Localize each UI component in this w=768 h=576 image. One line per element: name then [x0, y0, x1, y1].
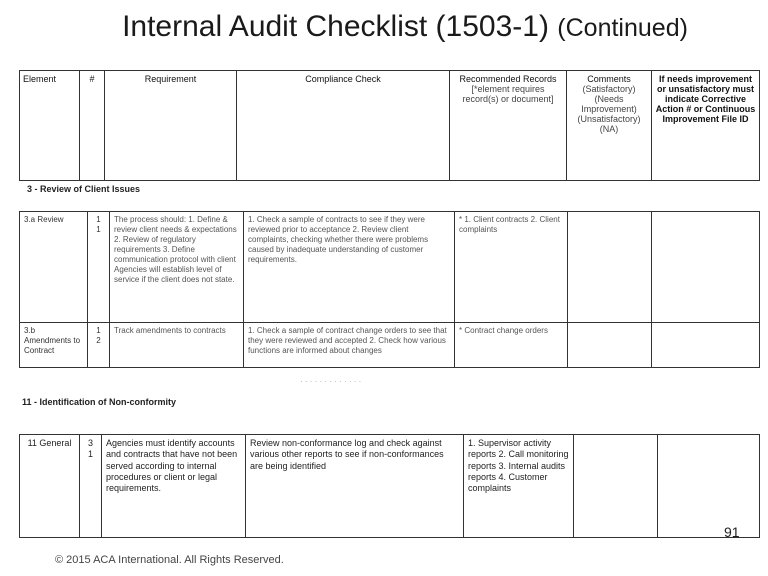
row-element: 11 General	[20, 435, 80, 538]
row-records: * 1. Client contracts 2. Client complaints	[455, 212, 568, 323]
row-compliance: 1. Check a sample of contract change orders to see that they were reviewed and accepted 2. Check how various functions are informed about changes	[244, 323, 455, 368]
row-records: * Contract change orders	[455, 323, 568, 368]
section-11-table	[19, 434, 760, 538]
row-compliance: 1. Check a sample of contracts to see if they were reviewed prior to acceptance 2. Review client complaints, checking whether there were problems caused by inadequate understanding of customer requirements.	[244, 212, 455, 323]
header-table	[19, 70, 760, 181]
row-comments	[568, 212, 652, 323]
row-requirement: The process should: 1. Define & review client needs & expectations 2. Review of regulatory requirements 3. Define communication protocol with client Agencies will establish level of service if the client does not state.	[110, 212, 244, 323]
header-element: Element	[20, 71, 80, 181]
header-comments	[567, 71, 652, 181]
row-if-needs	[652, 323, 760, 368]
row-number	[88, 323, 110, 368]
row-compliance: Review non-conformance log and check against various other reports to see if non-conformances are being identified	[246, 435, 464, 538]
header-records-title: Recommended Records	[459, 74, 557, 84]
table-row	[20, 212, 760, 323]
row-number	[88, 212, 110, 323]
row-if-needs	[658, 435, 760, 538]
table-row	[20, 323, 760, 368]
decorative-dots: · · · · · · · · · · · · ·	[300, 377, 362, 386]
row-requirement: Track amendments to contracts	[110, 323, 244, 368]
header-number: #	[80, 71, 105, 181]
row-element: 3.b Amendments to Contract	[20, 323, 88, 368]
header-compliance-check: Compliance Check	[237, 71, 450, 181]
row-number-b: 1	[87, 449, 93, 460]
copyright-footer: © 2015 ACA International. All Rights Reserved.	[55, 554, 284, 566]
row-element: 3.a Review	[20, 212, 88, 323]
table-row	[20, 435, 760, 538]
header-requirement: Requirement	[105, 71, 237, 181]
row-number-a: 1	[96, 215, 101, 224]
header-if-needs: If needs improvement or unsatisfactory must indicate Corrective Action # or Continuous Improvement File ID	[652, 71, 760, 181]
row-number-a: 3	[87, 438, 93, 448]
header-records	[450, 71, 567, 181]
header-comments-title: Comments	[587, 74, 631, 84]
header-records-sub: [*element requires record(s) or document]	[462, 84, 554, 104]
section-label-11: 11 - Identification of Non-conformity	[22, 397, 177, 407]
title-suffix: (Continued)	[557, 14, 688, 42]
row-if-needs	[652, 212, 760, 323]
page-title	[60, 10, 750, 44]
header-comments-sub: (Satisfactory) (Needs Improvement) (Unsatisfactory) (NA)	[577, 84, 641, 134]
row-comments	[568, 323, 652, 368]
row-number-a: 1	[96, 326, 101, 335]
header-row	[20, 71, 760, 181]
title-main: Internal Audit Checklist (1503-1)	[122, 10, 549, 43]
row-number	[80, 435, 102, 538]
section-3-table	[19, 211, 760, 368]
page-number: 91	[724, 524, 740, 540]
row-number-b: 2	[96, 336, 101, 345]
row-records: 1. Supervisor activity reports 2. Call monitoring reports 3. Internal audits reports 4. Customer complaints	[464, 435, 574, 538]
row-requirement: Agencies must identify accounts and contracts that have not been served according to internal procedures or client or legal requirements.	[102, 435, 246, 538]
row-comments	[574, 435, 658, 538]
row-number-b: 1	[96, 225, 101, 234]
section-label-3: 3 - Review of Client Issues	[27, 184, 141, 194]
